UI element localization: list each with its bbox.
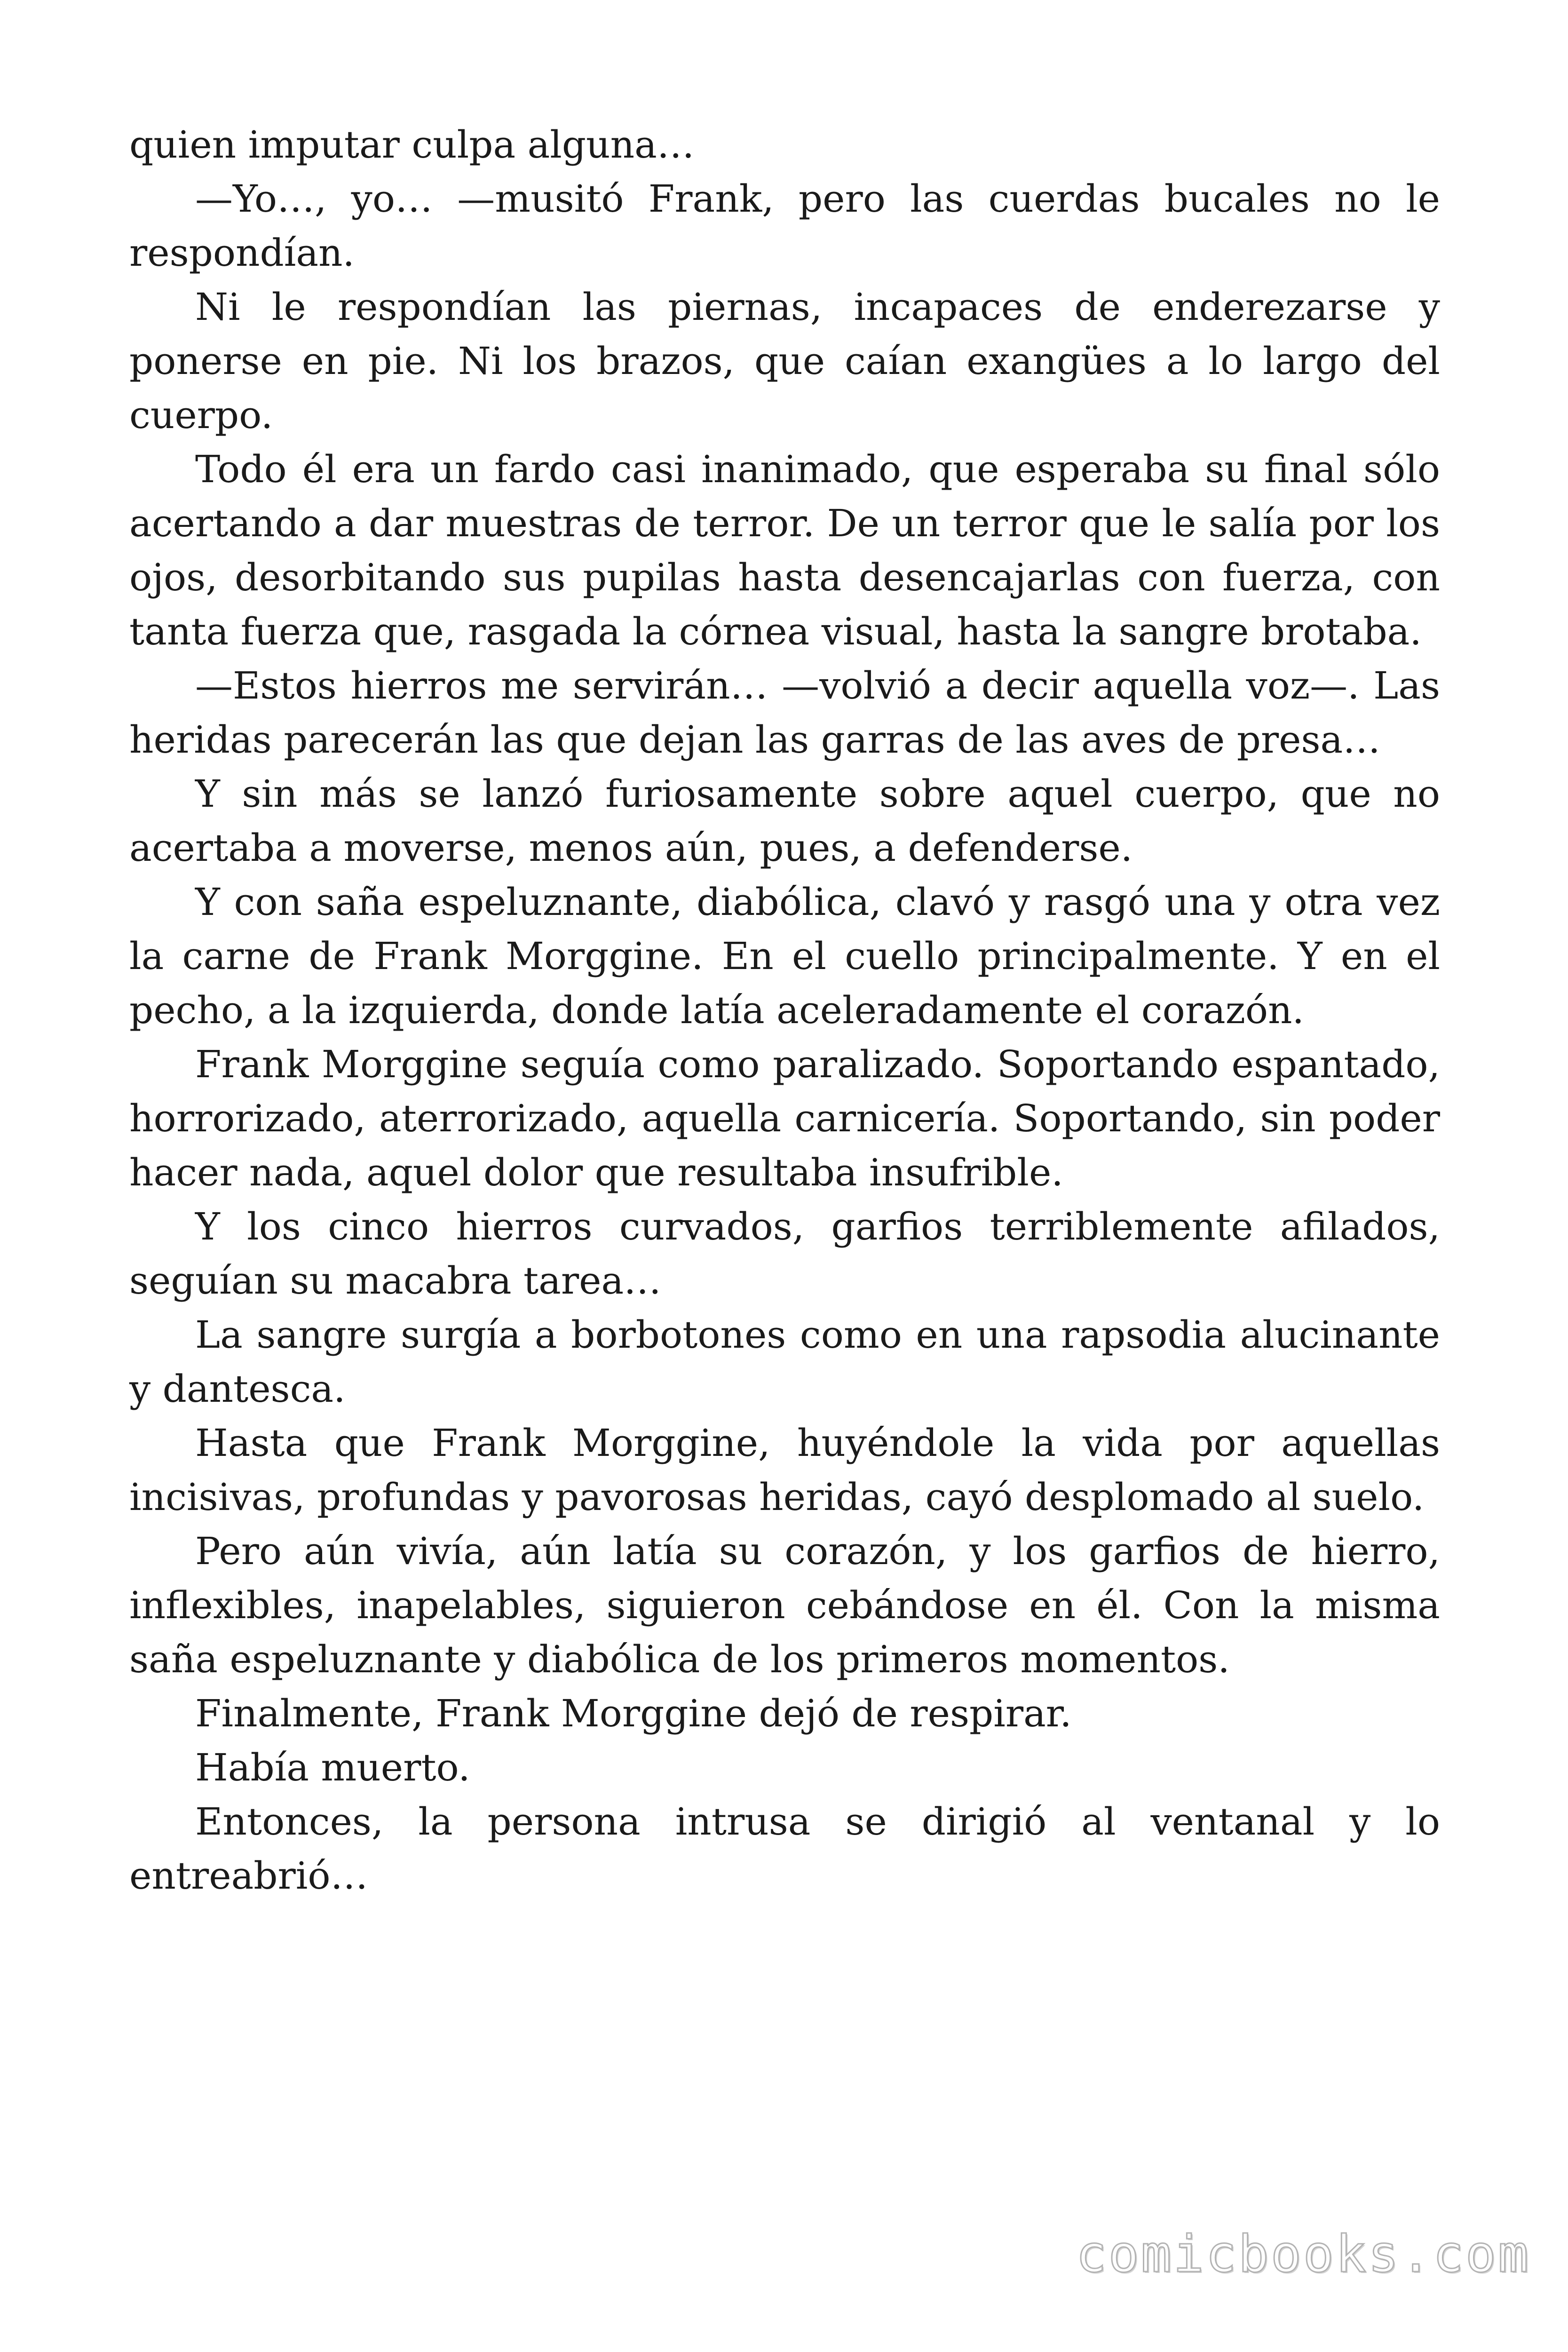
- paragraph-12: Pero aún vivía, aún latía su corazón, y los garfios de hierro, inflexibles, inapelables, siguieron cebándose en él. Con la misma saña espeluznante y diabólica de los primeros momentos.: [129, 1529, 1440, 1681]
- watermark: comicbooks.com: [1076, 2225, 1530, 2284]
- paragraph-15: Entonces, la persona intrusa se dirigió al ventanal y lo entreabrió…: [129, 1800, 1440, 1898]
- paragraph-13: Finalmente, Frank Morggine dejó de respirar.: [195, 1692, 1072, 1735]
- paragraph-11: Hasta que Frank Morggine, huyéndole la vida por aquellas incisivas, profundas y pavorosas heridas, cayó desplomado al suelo.: [129, 1421, 1440, 1519]
- paragraph-8: Frank Morggine seguía como paralizado. Soportando espantado, horrorizado, aterrorizado, aquella carnicería. Soportando, sin poder hacer nada, aquel dolor que resultaba insufrible.: [129, 1042, 1440, 1194]
- paragraph-10: La sangre surgía a borbotones como en una rapsodia alucinante y dantesca.: [129, 1313, 1440, 1411]
- page-body: [129, 118, 1440, 1903]
- paragraph-9: Y los cinco hierros curvados, garfios terriblemente afilados, seguían su macabra tarea…: [129, 1205, 1440, 1303]
- paragraph-2: —Yo…, yo… —musitó Frank, pero las cuerdas bucales no le respondían.: [129, 177, 1440, 275]
- paragraph-14: Había muerto.: [195, 1746, 470, 1789]
- paragraph-1: quien imputar culpa alguna…: [129, 123, 695, 167]
- paragraph-3: Ni le respondían las piernas, incapaces de enderezarse y ponerse en pie. Ni los brazos, que caían exangües a lo largo del cuerpo.: [129, 285, 1440, 437]
- paragraph-4: Todo él era un fardo casi inanimado, que esperaba su final sólo acertando a dar muestras de terror. De un terror que le salía por los ojos, desorbitando sus pupilas hasta desencajarlas con fuerza, con tanta fuerza que, rasgada la córnea visual, hasta la sangre brotaba.: [129, 447, 1440, 653]
- paragraph-6: Y sin más se lanzó furiosamente sobre aquel cuerpo, que no acertaba a moverse, menos aún, pues, a defenderse.: [129, 772, 1440, 870]
- paragraph-7: Y con saña espeluznante, diabólica, clavó y rasgó una y otra vez la carne de Frank Morggine. En el cuello principalmente. Y en el pecho, a la izquierda, donde latía aceleradamente el corazón.: [129, 880, 1440, 1032]
- paragraph-5: —Estos hierros me servirán… —volvió a decir aquella voz—. Las heridas parecerán las que dejan las garras de las aves de presa…: [129, 664, 1440, 762]
